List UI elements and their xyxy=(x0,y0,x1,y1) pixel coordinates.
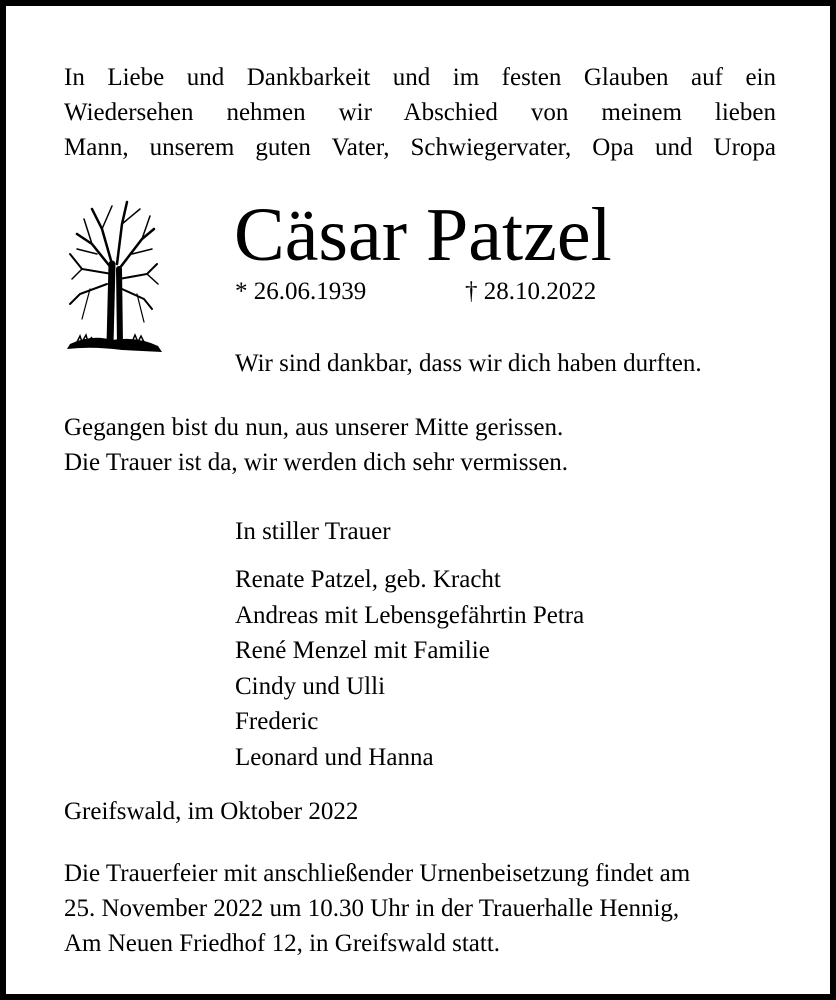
funeral-line: Am Neuen Friedhof 12, in Greifswald statt. xyxy=(64,930,501,957)
intro-line: Wiedersehen nehmen wir Abschied von meinem lieben xyxy=(64,99,776,126)
mourner-name: Frederic xyxy=(235,708,319,735)
death-date: † 28.10.2022 xyxy=(465,278,597,305)
funeral-info xyxy=(64,856,690,961)
mourner-name: René Menzel mit Familie xyxy=(235,637,490,664)
mourner-name: Leonard und Hanna xyxy=(235,743,434,771)
poem xyxy=(64,410,568,480)
deceased-name: Cäsar Patzel xyxy=(234,193,612,277)
intro-line: In Liebe und Dankbarkeit und im festen Glauben auf ein xyxy=(64,64,776,91)
mourning-heading: In stiller Trauer xyxy=(235,518,391,545)
poem-line: Die Trauer ist da, wir werden dich sehr vermissen. xyxy=(64,449,569,476)
poem-line: Gegangen bist du nun, aus unserer Mitte gerissen. xyxy=(64,414,564,441)
obituary-notice xyxy=(6,6,830,994)
place-date: Greifswald, im Oktober 2022 xyxy=(64,798,359,825)
birth-date: * 26.06.1939 xyxy=(235,278,367,305)
mourner-name: Andreas mit Lebensgefährtin Petra xyxy=(235,601,585,629)
tree-icon xyxy=(62,194,162,354)
mourners-list xyxy=(235,562,584,775)
funeral-line: Die Trauerfeier mit anschließender Urnenbeisetzung findet am xyxy=(64,860,691,887)
gratitude-quote: Wir sind dankbar, dass wir dich haben durften. xyxy=(235,350,702,377)
mourner-name: Renate Patzel, geb. Kracht xyxy=(235,566,501,593)
mourner-name: Cindy und Ulli xyxy=(235,672,386,700)
funeral-line: 25. November 2022 um 10.30 Uhr in der Trauerhalle Hennig, xyxy=(64,895,680,922)
intro-line: Mann, unserem guten Vater, Schwiegervater, Opa und Uropa xyxy=(64,134,776,161)
intro-text xyxy=(64,60,776,165)
